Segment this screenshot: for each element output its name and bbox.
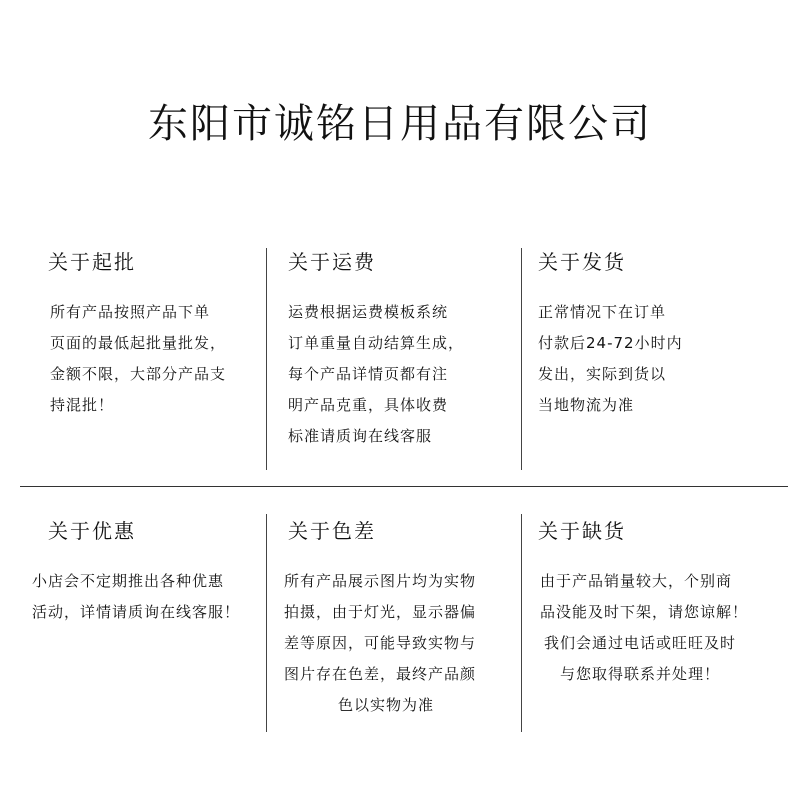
section-line: 持混批！ — [50, 396, 115, 414]
section-line: 由于产品销量较大，个别商 — [540, 572, 733, 590]
section-line: 图片存在色差，最终产品颜 — [284, 665, 477, 683]
section-heading: 关于优惠 — [48, 519, 136, 543]
section-discounts — [32, 515, 240, 628]
section-body — [50, 297, 226, 421]
section-line: 活动，详情请质询在线客服！ — [32, 603, 241, 621]
section-body — [538, 297, 683, 421]
section-line: 当地物流为准 — [538, 396, 635, 414]
section-body — [32, 566, 240, 628]
section-line: 页面的最低起批量批发， — [50, 334, 227, 352]
section-line: 色以实物为准 — [338, 696, 435, 714]
section-heading: 关于缺货 — [538, 519, 626, 543]
company-title: 东阳市诚铭日用品有限公司 — [148, 101, 652, 147]
section-line: 每个产品详情页都有注 — [288, 365, 449, 383]
section-line: 所有产品展示图片均为实物 — [284, 572, 477, 590]
section-line: 小店会不定期推出各种优惠 — [32, 572, 225, 590]
divider-horizontal — [20, 486, 788, 487]
section-line: 明产品克重，具体收费 — [288, 396, 449, 414]
section-body — [288, 297, 464, 452]
section-line: 所有产品按照产品下单 — [50, 303, 211, 321]
divider-vertical-4 — [521, 514, 522, 732]
divider-vertical-1 — [266, 248, 267, 470]
section-line: 正常情况下在订单 — [538, 303, 667, 321]
section-delivery — [538, 246, 683, 421]
section-line: 标准请质询在线客服 — [288, 427, 433, 445]
section-line: 付款后24-72小时内 — [538, 334, 683, 352]
section-line: 差等原因，可能导致实物与 — [284, 634, 477, 652]
section-line: 订单重量自动结算生成， — [288, 334, 465, 352]
section-heading: 关于起批 — [48, 250, 136, 274]
section-body — [540, 566, 748, 690]
section-body — [284, 566, 476, 721]
section-line: 金额不限，大部分产品支 — [50, 365, 227, 383]
section-line: 品没能及时下架，请您谅解！ — [540, 603, 749, 621]
section-heading: 关于色差 — [288, 519, 376, 543]
divider-vertical-3 — [266, 514, 267, 732]
section-out-of-stock — [538, 515, 748, 690]
section-line: 与您取得联系并处理！ — [560, 665, 721, 683]
section-line: 拍摄，由于灯光，显示器偏 — [284, 603, 477, 621]
section-heading: 关于运费 — [288, 250, 376, 274]
divider-vertical-2 — [521, 248, 522, 470]
section-heading: 关于发货 — [538, 250, 626, 274]
section-line: 我们会通过电话或旺旺及时 — [544, 634, 737, 652]
section-color-difference — [284, 515, 476, 721]
section-line: 发出，实际到货以 — [538, 365, 667, 383]
section-shipping-fee — [288, 246, 464, 452]
section-line: 运费根据运费模板系统 — [288, 303, 449, 321]
section-minimum-order — [48, 246, 226, 421]
